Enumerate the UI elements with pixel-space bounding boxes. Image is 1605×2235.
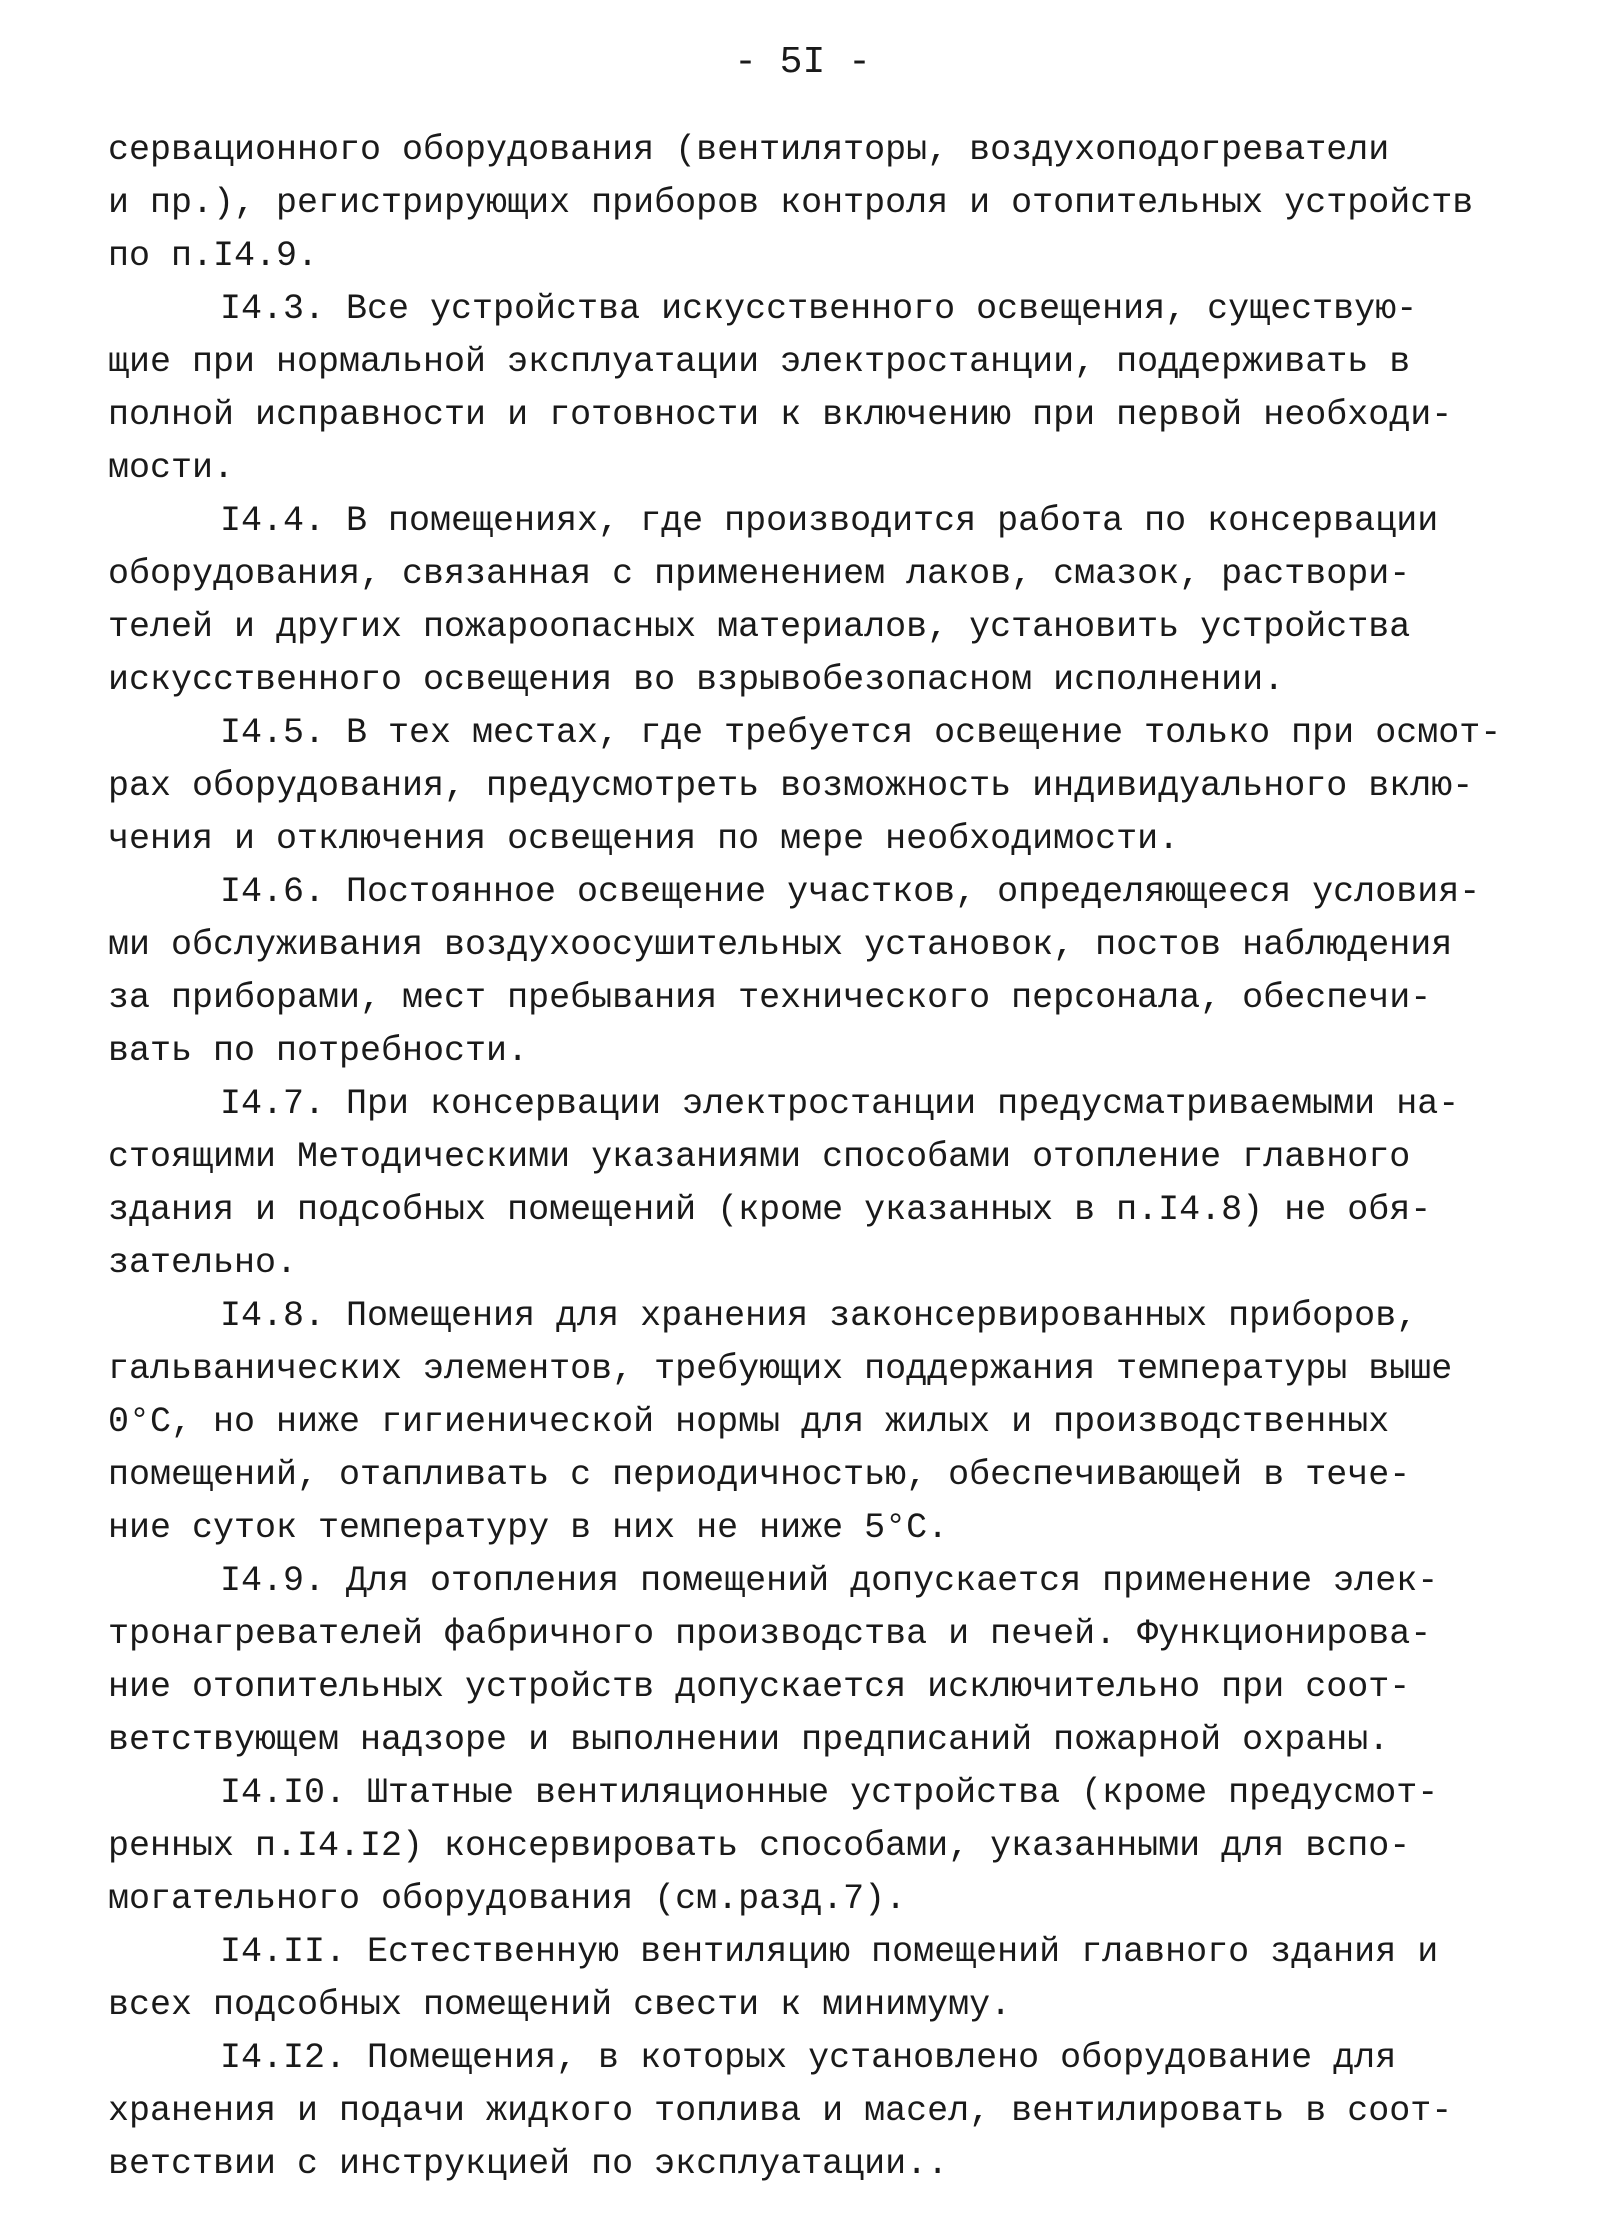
text-line: 0°С, но ниже гигиенической нормы для жилых и производственных — [108, 1402, 1390, 1442]
text-line: за приборами, мест пребывания технического персонала, обеспечи- — [108, 978, 1432, 1018]
text-line: здания и подсобных помещений (кроме указанных в п.I4.8) не обя- — [108, 1190, 1432, 1230]
text-line: ми обслуживания воздухоосушительных установок, постов наблюдения — [108, 925, 1453, 965]
text-line: стоящими Методическими указаниями способами отопление главного — [108, 1137, 1411, 1177]
paragraph-14-7-start: I4.7. При консервации электростанции предусматриваемыми на- — [220, 1084, 1460, 1124]
text-line: телей и других пожароопасных материалов, установить устройства — [108, 607, 1411, 647]
text-line: и пр.), регистрирующих приборов контроля и отопительных устройств — [108, 183, 1474, 223]
paragraph-14-4-start: I4.4. В помещениях, где производится работа по консервации — [220, 501, 1439, 541]
paragraph-14-12-start: I4.I2. Помещения, в которых установлено оборудование для — [220, 2038, 1397, 2078]
text-line: могательного оборудования (см.разд.7). — [108, 1879, 907, 1919]
text-line: тронагревателей фабричного производства и печей. Функционирова- — [108, 1614, 1432, 1654]
text-line: полной исправности и готовности к включению при первой необходи- — [108, 395, 1453, 435]
text-line: сервационного оборудования (вентиляторы, воздухоподогреватели — [108, 130, 1390, 170]
text-line: мости. — [108, 448, 235, 488]
text-line: ние отопительных устройств допускается исключительно при соот- — [108, 1667, 1411, 1707]
text-line: оборудования, связанная с применением лаков, смазок, раствори- — [108, 554, 1411, 594]
paragraph-14-8-start: I4.8. Помещения для хранения законсервированных приборов, — [220, 1296, 1418, 1336]
text-line: ветствующем надзоре и выполнении предписаний пожарной охраны. — [108, 1720, 1390, 1760]
page-number: - 5I - — [734, 41, 871, 84]
text-line: рах оборудования, предусмотреть возможность индивидуального вклю- — [108, 766, 1474, 806]
paragraph-14-3-start: I4.3. Все устройства искусственного освещения, существую- — [220, 289, 1418, 329]
text-line: искусственного освещения во взрывобезопасном исполнении. — [108, 660, 1285, 700]
text-line: чения и отключения освещения по мере необходимости. — [108, 819, 1180, 859]
text-line: ветствии с инструкцией по эксплуатации.. — [108, 2144, 949, 2184]
paragraph-14-10-start: I4.I0. Штатные вентиляционные устройства (кроме предусмот- — [220, 1773, 1439, 1813]
body-text — [108, 124, 1508, 2191]
text-line: ренных п.I4.I2) консервировать способами, указанными для вспо- — [108, 1826, 1411, 1866]
text-line: щие при нормальной эксплуатации электростанции, поддерживать в — [108, 342, 1411, 382]
text-line: ние суток температуру в них не ниже 5°С. — [108, 1508, 949, 1548]
paragraph-14-9-start: I4.9. Для отопления помещений допускается применение элек- — [220, 1561, 1439, 1601]
text-line: хранения и подачи жидкого топлива и масел, вентилировать в соот- — [108, 2091, 1453, 2131]
text-line: гальванических элементов, требующих поддержания температуры выше — [108, 1349, 1453, 1389]
text-line: всех подсобных помещений свести к минимуму. — [108, 1985, 1012, 2025]
text-line: помещений, отапливать с периодичностью, обеспечивающей в тече- — [108, 1455, 1411, 1495]
text-line: вать по потребности. — [108, 1031, 529, 1071]
paragraph-14-6-start: I4.6. Постоянное освещение участков, определяющееся условия- — [220, 872, 1481, 912]
paragraph-14-5-start: I4.5. В тех местах, где требуется освещение только при осмот- — [220, 713, 1502, 753]
text-line: по п.I4.9. — [108, 236, 319, 276]
text-line: зательно. — [108, 1243, 298, 1283]
paragraph-14-11-start: I4.II. Естественную вентиляцию помещений главного здания и — [220, 1932, 1439, 1972]
